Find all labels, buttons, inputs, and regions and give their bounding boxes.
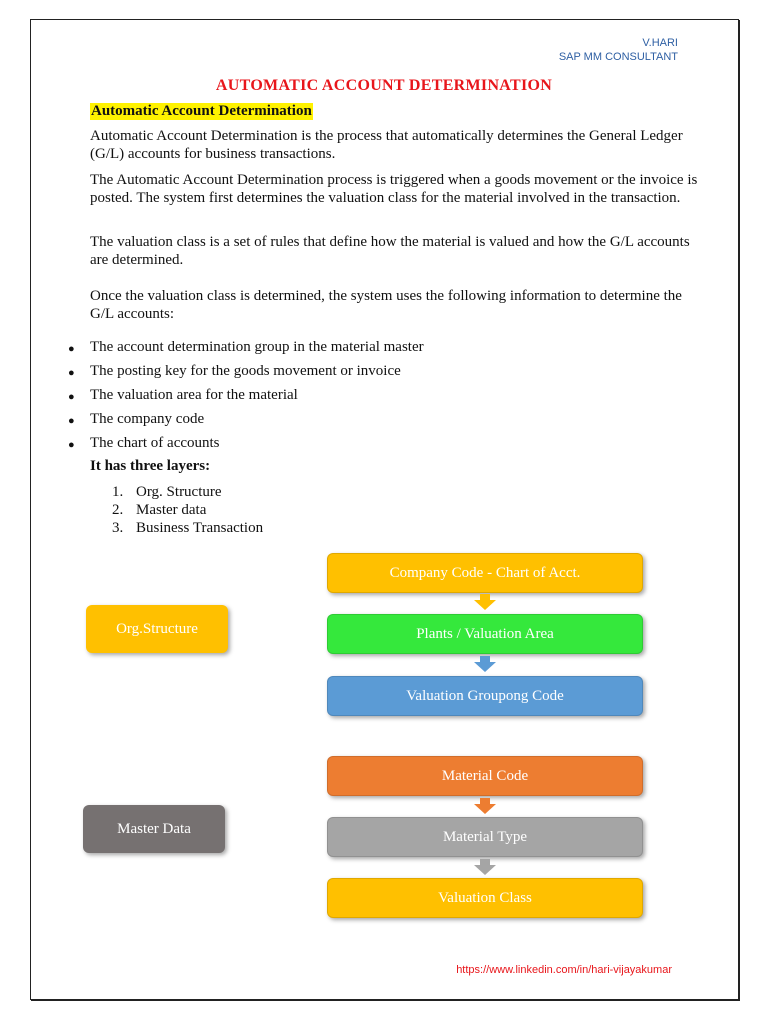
master-data-box: Master Data: [83, 805, 225, 853]
paragraph-definition: Automatic Account Determination is the process that automatically determines the General Ledger (G/L) accounts for business transactions.: [90, 128, 683, 162]
layers-heading: It has three layers:: [90, 458, 211, 474]
list-item: [68, 410, 424, 434]
material-code-box: Material Code: [327, 756, 643, 796]
list-item: [68, 386, 424, 410]
list-item-text: The account determination group in the material master: [90, 339, 424, 355]
list-item: [68, 362, 424, 386]
list-item: [68, 338, 424, 362]
list-item-text: The company code: [90, 411, 205, 427]
list-item-text: Business Transaction: [136, 520, 264, 536]
list-item: [112, 519, 263, 537]
bullet-icon: ●: [68, 415, 75, 427]
plants-valuation-area-box: Plants / Valuation Area: [327, 614, 643, 654]
paragraph-trigger: The Automatic Account Determination process is triggered when a goods movement or the invoice is posted. The system first determines the valuation class for the material involved in the transaction.: [90, 172, 698, 206]
list-item-text: The valuation area for the material: [90, 387, 298, 403]
author-name: V.HARI: [642, 37, 678, 49]
layers-list: [112, 483, 263, 537]
author-block: [559, 36, 678, 64]
section-heading: Automatic Account Determination: [91, 103, 312, 119]
material-type-box: Material Type: [327, 817, 643, 857]
list-item: [68, 434, 424, 458]
valuation-class-box: Valuation Class: [327, 878, 643, 918]
paragraph-valuation-class: The valuation class is a set of rules that define how the material is valued and how the G/L accounts are determined.: [90, 234, 690, 268]
list-number: 2.: [112, 502, 124, 518]
bullet-icon: ●: [68, 343, 75, 355]
list-number: 1.: [112, 484, 124, 500]
down-arrow-icon: [474, 859, 496, 875]
list-item: [112, 501, 263, 519]
list-item-text: Master data: [136, 502, 207, 518]
list-item-text: The chart of accounts: [90, 435, 220, 451]
org-structure-box: Org.Structure: [86, 605, 228, 653]
list-item-text: The posting key for the goods movement or invoice: [90, 363, 401, 379]
down-arrow-icon: [474, 798, 496, 814]
bullet-icon: ●: [68, 391, 75, 403]
bullet-icon: ●: [68, 439, 75, 451]
company-code-box: Company Code - Chart of Acct.: [327, 553, 643, 593]
page-title: AUTOMATIC ACCOUNT DETERMINATION: [215, 77, 553, 94]
list-item-text: Org. Structure: [136, 484, 222, 500]
valuation-grouping-code-box: Valuation Groupong Code: [327, 676, 643, 716]
linkedin-link[interactable]: https://www.linkedin.com/in/hari-vijayakumar: [456, 964, 672, 976]
bullet-icon: ●: [68, 367, 75, 379]
down-arrow-icon: [474, 656, 496, 672]
down-arrow-icon: [474, 594, 496, 610]
author-role: SAP MM CONSULTANT: [558, 51, 678, 63]
info-bullet-list: [68, 338, 424, 458]
list-item: [112, 483, 263, 501]
paragraph-gl-info: Once the valuation class is determined, the system uses the following information to determine the G/L accounts:: [90, 288, 682, 322]
list-number: 3.: [112, 520, 124, 536]
